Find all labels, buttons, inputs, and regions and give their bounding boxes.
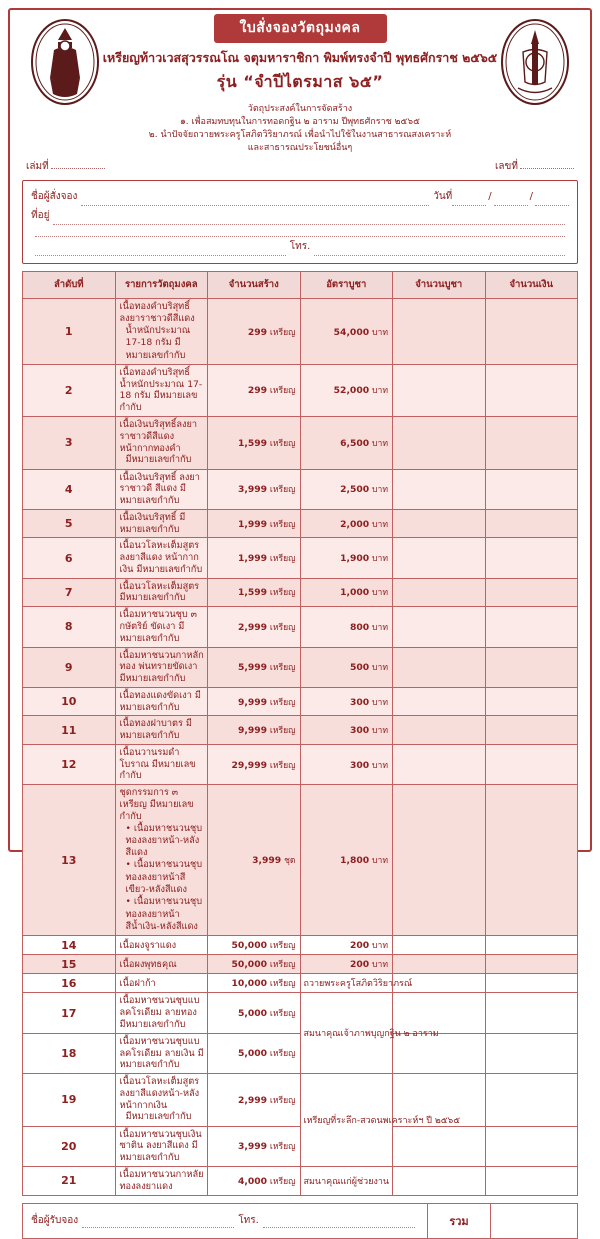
table-row xyxy=(23,299,578,365)
receipt-number-input[interactable] xyxy=(520,168,574,169)
row-quantity-made: 9,999 เหรียญ xyxy=(208,716,301,745)
row-unit-price: ถวายพระครูโสภิตวิริยาภรณ์ xyxy=(300,974,393,993)
spacer-line xyxy=(35,244,286,256)
row-quantity-made: 299 เหรียญ xyxy=(208,364,301,416)
row-quantity-ordered-input[interactable] xyxy=(393,469,486,509)
row-amount-input[interactable] xyxy=(485,607,578,647)
row-index: 6 xyxy=(23,538,116,578)
col-amount: จำนวนเงิน xyxy=(485,272,578,299)
table-row xyxy=(23,469,578,509)
table-row xyxy=(23,1074,578,1127)
table-row xyxy=(23,955,578,974)
row-quantity-made: 2,999 เหรียญ xyxy=(208,607,301,647)
table-row xyxy=(23,538,578,578)
table-row xyxy=(23,716,578,745)
row-amount-input[interactable] xyxy=(485,955,578,974)
row-quantity-ordered-input[interactable] xyxy=(393,716,486,745)
row-quantity-ordered-input[interactable] xyxy=(393,364,486,416)
table-row xyxy=(23,785,578,936)
customer-info-box xyxy=(22,180,578,264)
table-row xyxy=(23,974,578,993)
row-quantity-made: 4,000 เหรียญ xyxy=(208,1166,301,1195)
order-date-month-input[interactable] xyxy=(494,194,528,206)
row-index: 4 xyxy=(23,469,116,509)
row-description: เนื้อฝาก้า xyxy=(115,974,208,993)
customer-name-row: ชื่อผู้สั่งจอง วันที่ / / xyxy=(31,187,569,206)
row-unit-price: 300 บาท xyxy=(300,716,393,745)
row-unit-price: 2,000 บาท xyxy=(300,509,393,538)
banner-title: ใบสั่งจองวัตถุมงคล xyxy=(214,14,387,43)
row-quantity-ordered-input[interactable] xyxy=(393,1126,486,1166)
row-unit-price: 54,000 บาท xyxy=(300,299,393,365)
row-unit-price: 1,000 บาท xyxy=(300,578,393,607)
row-quantity-ordered-input[interactable] xyxy=(393,936,486,955)
row-unit-price: 6,500 บาท xyxy=(300,416,393,469)
receiver-label: ชื่อผู้รับจอง xyxy=(31,1214,79,1226)
row-description: เนื้อมหาชนวนชุบแบลคโรเดียม ลายทอง มีหมายเลขกำกับ xyxy=(115,993,208,1033)
subtitle-line-2: รุ่น “จำปีไตรมาส ๖๕” xyxy=(216,72,384,92)
customer-address-label: ที่อยู่ xyxy=(31,210,50,222)
row-description: เนื้อมหาชนวนกาหลัยทองลงยาแดง xyxy=(115,1166,208,1195)
customer-phone-row xyxy=(31,237,569,256)
row-index: 13 xyxy=(23,785,116,936)
subtitle-line-1: เหรียญท้าวเวสสุวรรณโณ จตุมหาราชิกา พิมพ์ทรงจำปี พุทธศักราช ๒๕๖๕ xyxy=(102,50,498,65)
row-amount-input[interactable] xyxy=(485,1166,578,1195)
row-description: เนื้อมหาชนวนชุบแบลคโรเดียม ลายเงิน มีหมายเลขกำกับ xyxy=(115,1033,208,1073)
row-description: เนื้อผงจูราแดง xyxy=(115,936,208,955)
table-header-row xyxy=(23,272,578,299)
row-unit-price: 800 บาท xyxy=(300,607,393,647)
col-index: ลำดับที่ xyxy=(23,272,116,299)
customer-name-label: ชื่อผู้สั่งจอง xyxy=(31,191,78,203)
table-row xyxy=(23,364,578,416)
row-index: 18 xyxy=(23,1033,116,1073)
purpose-heading: วัตถุประสงค์ในการจัดสร้าง xyxy=(247,104,353,115)
row-index: 7 xyxy=(23,578,116,607)
row-unit-price: 1,900 บาท xyxy=(300,538,393,578)
row-index: 12 xyxy=(23,744,116,784)
amulet-image-right xyxy=(498,18,572,106)
row-quantity-made: 5,999 เหรียญ xyxy=(208,647,301,687)
document-number-row xyxy=(22,159,578,174)
row-quantity-ordered-input[interactable] xyxy=(393,538,486,578)
table-body xyxy=(23,299,578,1195)
table-row xyxy=(23,647,578,687)
row-index: 17 xyxy=(23,993,116,1033)
row-quantity-made: 1,599 เหรียญ xyxy=(208,578,301,607)
row-amount-input[interactable] xyxy=(485,578,578,607)
row-amount-input[interactable] xyxy=(485,509,578,538)
row-amount-input[interactable] xyxy=(485,744,578,784)
row-description: เนื้อทองแดงขัดเงา มีหมายเลขกำกับ xyxy=(115,687,208,716)
row-amount-input[interactable] xyxy=(485,936,578,955)
row-description: เนื้อทองคำบริสุทธิ์ น้ำหนักประมาณ 17-18 กรัม มีหมายเลขกำกับ xyxy=(115,364,208,416)
row-quantity-ordered-input[interactable] xyxy=(393,974,486,993)
row-unit-price: เหรียญที่ระลึก-สวดนพเคราะห์ฯ ปี ๒๕๖๕ xyxy=(300,1074,393,1167)
row-quantity-ordered-input[interactable] xyxy=(393,744,486,784)
form-footer xyxy=(22,1203,578,1239)
row-unit-price: สมนาคุณเจ้าภาพบุญกฐิน ๒ อาราม xyxy=(300,993,393,1074)
amulet-image-left xyxy=(28,18,102,106)
col-quantity-ordered: จำนวนบูชา xyxy=(393,272,486,299)
customer-address-input-2[interactable] xyxy=(35,225,565,237)
col-quantity-made: จำนวนสร้าง xyxy=(208,272,301,299)
customer-address-row-2 xyxy=(31,225,569,237)
row-quantity-ordered-input[interactable] xyxy=(393,416,486,469)
purpose-item: ๒. นำปัจจัยถวายพระครูโสภิตวิริยาภรณ์ เพื่อนำไปใช้ในงานสาธารณสงเคราะห์ xyxy=(148,130,452,141)
document-header xyxy=(22,14,578,155)
row-index: 10 xyxy=(23,687,116,716)
row-quantity-ordered-input[interactable] xyxy=(393,299,486,365)
customer-phone-label: โทร. xyxy=(289,241,311,253)
row-quantity-ordered-input[interactable] xyxy=(393,955,486,974)
row-unit-price: 300 บาท xyxy=(300,687,393,716)
row-unit-price: 2,500 บาท xyxy=(300,469,393,509)
total-value-input[interactable] xyxy=(491,1204,577,1238)
row-unit-price: 200 บาท xyxy=(300,936,393,955)
book-number-input[interactable] xyxy=(51,168,105,169)
customer-phone-input[interactable] xyxy=(314,244,565,256)
row-description: เนื้อนวานรมดำ โบราณ มีหมายเลขกำกับ xyxy=(115,744,208,784)
col-description: รายการวัตถุมงคล xyxy=(115,272,208,299)
row-description: เนื้อเงินบริสุทธิ์ลงยาราชาวดีสีแดง หน้ากากทองคำ มีหมายเลขกำกับ xyxy=(115,416,208,469)
row-quantity-ordered-input[interactable] xyxy=(393,785,486,936)
table-row xyxy=(23,578,578,607)
row-unit-price: สมนาคุณแก่ผู้ช่วยงาน xyxy=(300,1166,393,1195)
table-row xyxy=(23,509,578,538)
row-description: ชุดกรรมการ ๓ เหรียญ มีหมายเลขกำกับ • เนื้อมหาชนวนชุบทองลงยาหน้า-หลังสีแดง • เนื้อมหาชนวนชุบทองลงยาหน้าสีเขียว-หลังสีแดง • เนื้อมหาชนวนชุบทองลงยาหน้าสีน้ำเงิน-หลังสีแดง xyxy=(115,785,208,936)
row-index: 8 xyxy=(23,607,116,647)
row-quantity-made: 5,000 เหรียญ xyxy=(208,1033,301,1073)
row-description: เนื้อมหาชนวนชุบเงินซาติน ลงยาสีแดง มีหมายเลขกำกับ xyxy=(115,1126,208,1166)
row-index: 15 xyxy=(23,955,116,974)
items-table xyxy=(22,271,578,1195)
customer-address-input[interactable] xyxy=(53,213,565,225)
total-label: รวม xyxy=(428,1204,491,1238)
row-amount-input[interactable] xyxy=(485,1033,578,1073)
row-amount-input[interactable] xyxy=(485,299,578,365)
row-unit-price: 500 บาท xyxy=(300,647,393,687)
row-amount-input[interactable] xyxy=(485,785,578,936)
total-block xyxy=(428,1203,578,1239)
row-unit-price: 200 บาท xyxy=(300,955,393,974)
row-amount-input[interactable] xyxy=(485,469,578,509)
row-index: 1 xyxy=(23,299,116,365)
row-quantity-ordered-input[interactable] xyxy=(393,993,486,1033)
table-row xyxy=(23,744,578,784)
row-quantity-made: 1,999 เหรียญ xyxy=(208,509,301,538)
purpose-item: ๑. เพื่อสมทบทุนในการทอดกฐิน ๒ อาราม ปีพุทธศักราช ๒๕๖๕ xyxy=(180,117,420,128)
row-description: เนื้อผงพุทธคุณ xyxy=(115,955,208,974)
row-index: 20 xyxy=(23,1126,116,1166)
row-index: 11 xyxy=(23,716,116,745)
row-amount-input[interactable] xyxy=(485,974,578,993)
row-unit-price: 1,800 บาท xyxy=(300,785,393,936)
purpose-list xyxy=(22,116,578,155)
row-index: 14 xyxy=(23,936,116,955)
row-unit-price: 300 บาท xyxy=(300,744,393,784)
book-number-label: เล่มที่ xyxy=(26,161,49,173)
row-description: เนื้อนวโลหะเต็มสูตร ลงยาสีแดง หน้ากากเงิน มีหมายเลขกำกับ xyxy=(115,538,208,578)
table-row xyxy=(23,936,578,955)
row-amount-input[interactable] xyxy=(485,993,578,1033)
row-amount-input[interactable] xyxy=(485,364,578,416)
row-amount-input[interactable] xyxy=(485,716,578,745)
row-quantity-made: 2,999 เหรียญ xyxy=(208,1074,301,1127)
row-quantity-made: 9,999 เหรียญ xyxy=(208,687,301,716)
row-quantity-made: 299 เหรียญ xyxy=(208,299,301,365)
table-row xyxy=(23,687,578,716)
row-quantity-ordered-input[interactable] xyxy=(393,607,486,647)
customer-address-row xyxy=(31,206,569,225)
row-index: 21 xyxy=(23,1166,116,1195)
book-number-field[interactable] xyxy=(26,159,105,174)
row-unit-price: 52,000 บาท xyxy=(300,364,393,416)
receiver-phone-input[interactable] xyxy=(263,1216,415,1228)
row-description: เนื้อเงินบริสุทธิ์ มีหมายเลขกำกับ xyxy=(115,509,208,538)
row-index: 19 xyxy=(23,1074,116,1127)
table-row xyxy=(23,993,578,1033)
row-quantity-made: 5,000 เหรียญ xyxy=(208,993,301,1033)
row-quantity-made: 3,999 เหรียญ xyxy=(208,469,301,509)
table-row xyxy=(23,1166,578,1195)
col-unit-price: อัตราบูชา xyxy=(300,272,393,299)
row-quantity-ordered-input[interactable] xyxy=(393,1166,486,1195)
row-description: เนื้อทองคำบริสุทธิ์ ลงยาราชาวดีสีแดง น้ำหนักประมาณ 17-18 กรัม มีหมายเลขกำกับ xyxy=(115,299,208,365)
row-index: 16 xyxy=(23,974,116,993)
row-amount-input[interactable] xyxy=(485,687,578,716)
table-row xyxy=(23,416,578,469)
row-description: เนื้อมหาชนวนกาหลักทอง พ่นทรายขัดเงา มีหมายเลขกำกับ xyxy=(115,647,208,687)
row-description: เนื้อเงินบริสุทธิ์ ลงยาราชาวดี สีแดง มีหมายเลขกำกับ xyxy=(115,469,208,509)
receipt-number-label: เลขที่ xyxy=(495,161,518,173)
receipt-number-field[interactable] xyxy=(495,159,574,174)
row-description: เนื้อนวโลหะเต็มสูตร มีหมายเลขกำกับ xyxy=(115,578,208,607)
purpose-item: และสาธารณประโยชน์อื่นๆ xyxy=(247,143,353,154)
row-quantity-made: 3,999 เหรียญ xyxy=(208,1126,301,1166)
row-description: เนื้อทองฝาบาตร มีหมายเลขกำกับ xyxy=(115,716,208,745)
row-quantity-ordered-input[interactable] xyxy=(393,1074,486,1127)
row-amount-input[interactable] xyxy=(485,1126,578,1166)
row-quantity-made: 50,000 เหรียญ xyxy=(208,955,301,974)
row-quantity-ordered-input[interactable] xyxy=(393,509,486,538)
row-amount-input[interactable] xyxy=(485,647,578,687)
row-quantity-ordered-input[interactable] xyxy=(393,647,486,687)
row-amount-input[interactable] xyxy=(485,1074,578,1127)
order-date-label: วันที่ xyxy=(433,191,453,203)
row-description: เนื้อนวโลหะเต็มสูตร ลงยาสีแดงหน้า-หลัง หน้ากากเงิน มีหมายเลขกำกับ xyxy=(115,1074,208,1127)
row-index: 9 xyxy=(23,647,116,687)
row-quantity-ordered-input[interactable] xyxy=(393,1033,486,1073)
customer-name-input[interactable] xyxy=(81,194,429,206)
receiver-input[interactable] xyxy=(82,1216,234,1228)
row-amount-input[interactable] xyxy=(485,538,578,578)
row-quantity-ordered-input[interactable] xyxy=(393,687,486,716)
row-quantity-made: 1,999 เหรียญ xyxy=(208,538,301,578)
row-quantity-made: 1,599 เหรียญ xyxy=(208,416,301,469)
row-amount-input[interactable] xyxy=(485,416,578,469)
row-quantity-ordered-input[interactable] xyxy=(393,578,486,607)
row-quantity-made: 3,999 ชุด xyxy=(208,785,301,936)
receiver-signature-block xyxy=(22,1203,428,1239)
receiver-phone-label: โทร. xyxy=(238,1214,259,1226)
order-date-year-input[interactable] xyxy=(535,194,569,206)
order-date-day-input[interactable] xyxy=(452,194,486,206)
row-quantity-made: 10,000 เหรียญ xyxy=(208,974,301,993)
row-quantity-made: 50,000 เหรียญ xyxy=(208,936,301,955)
table-row xyxy=(23,607,578,647)
row-index: 5 xyxy=(23,509,116,538)
row-quantity-made: 29,999 เหรียญ xyxy=(208,744,301,784)
row-index: 2 xyxy=(23,364,116,416)
row-description: เนื้อมหาชนวนชุบ ๓ กษัตริย์ ขัดเงา มีหมายเลขกำกับ xyxy=(115,607,208,647)
row-index: 3 xyxy=(23,416,116,469)
